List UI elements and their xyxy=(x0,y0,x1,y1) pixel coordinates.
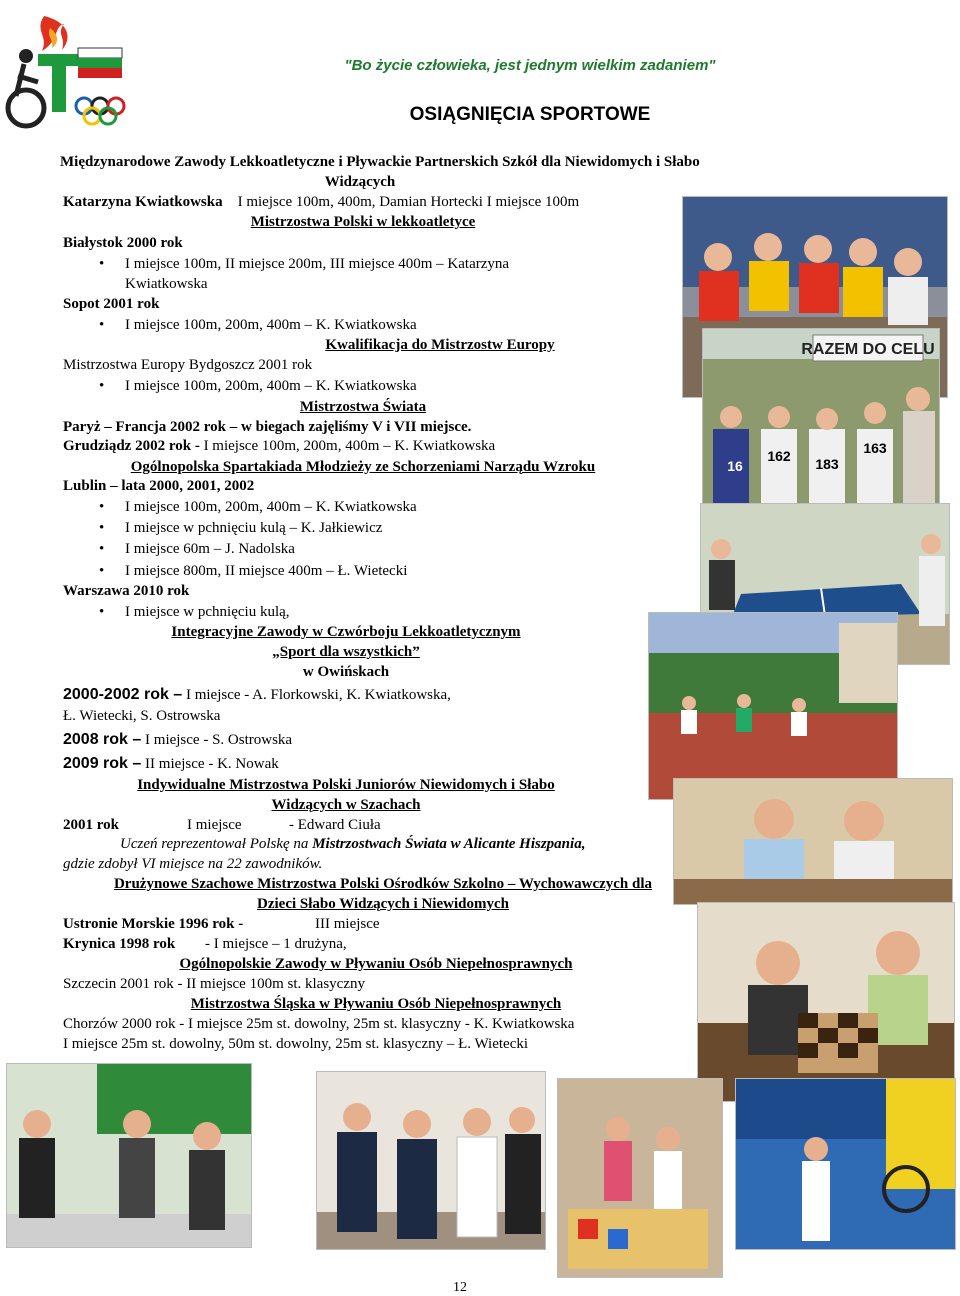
athlete-name: - Edward Ciuła xyxy=(289,817,381,833)
photo-chess-game xyxy=(697,902,955,1102)
event-location: Sopot 2001 rok xyxy=(63,296,160,312)
list-item: • I miejsce 60m – J. Nadolska xyxy=(125,539,295,559)
result-text: I miejsce 100m, 200m, 400m – K. Kwiatkowska xyxy=(199,438,496,454)
result-text: I miejsce - S. Ostrowska xyxy=(141,732,293,748)
event-location: Ustronie Morskie 1996 rok - xyxy=(63,916,244,932)
section-heading: w Owińskach xyxy=(302,664,390,680)
section-heading: Kwalifikacja do Mistrzostw Europy xyxy=(325,337,555,353)
section-heading: Dzieci Słabo Widzących i Niewidomych xyxy=(257,896,509,912)
list-item: • I miejsce 100m, 200m, 400m – K. Kwiatkowska xyxy=(125,315,417,335)
section-heading: Drużynowe Szachowe Mistrzostwa Polski Ośrodków Szkolno – Wychowawczych dla xyxy=(113,876,653,892)
result-line: I miejsce 25m st. dowolny, 50m st. dowolny, 25m st. klasyczny – Ł. Wietecki xyxy=(63,1036,529,1052)
list-item-continuation: Kwiatkowska xyxy=(125,276,208,292)
event-location: Mistrzostwa Europy Bydgoszcz 2001 rok xyxy=(63,357,313,373)
note-text: Uczeń reprezentował Polskę na xyxy=(120,836,313,852)
note-highlight: Mistrzostwach Świata w Alicante Hiszpania, xyxy=(312,836,586,852)
event-location: Warszawa 2010 rok xyxy=(63,583,190,599)
result-line xyxy=(63,914,380,934)
svg-text:162: 162 xyxy=(767,448,791,464)
list-item: • I miejsce w pchnięciu kulą – K. Jałkiewicz xyxy=(125,518,382,538)
result-line: Chorzów 2000 rok - I miejsce 25m st. dowolny, 25m st. klasyczny - K. Kwiatkowska xyxy=(63,1016,575,1032)
section-heading: Mistrzostwa Świata xyxy=(299,399,427,415)
heading-international-competition-2: Widzących xyxy=(324,174,396,190)
page-title: OSIĄGNIĘCIA SPORTOWE xyxy=(409,104,651,125)
section-heading: Mistrzostwa Śląska w Pływaniu Osób Niepełnosprawnych xyxy=(190,996,562,1012)
photo-sprint-race xyxy=(648,612,898,800)
result-line xyxy=(63,815,381,835)
place-text: I miejsce xyxy=(187,817,242,833)
result-line: Szczecin 2001 rok - II miejsce 100m st. klasyczny xyxy=(63,976,365,992)
page-number: 12 xyxy=(453,1280,467,1295)
place-text: - I miejsce – 1 drużyna, xyxy=(205,936,347,952)
event-location: Krynica 1998 rok xyxy=(63,936,176,952)
section-heading: Ogólnopolska Spartakiada Młodzieży ze Schorzeniami Narządu Wzroku xyxy=(130,459,596,475)
place-text: III miejsce xyxy=(315,916,380,932)
list-item: • I miejsce 800m, II miejsce 400m – Ł. Wietecki xyxy=(125,561,407,581)
result-text: I miejsce - A. Florkowski, K. Kwiatkowska, xyxy=(182,687,451,703)
list-item: • I miejsce 100m, 200m, 400m – K. Kwiatkowska xyxy=(125,376,417,396)
svg-text:183: 183 xyxy=(815,456,839,472)
list-item: • I miejsce 100m, 200m, 400m – K. Kwiatkowska xyxy=(125,497,417,517)
result-line-continuation: Ł. Wietecki, S. Ostrowska xyxy=(63,708,221,724)
photo-award-ceremony xyxy=(6,1063,252,1248)
svg-text:RAZEM DO CELU: RAZEM DO CELU xyxy=(801,341,935,358)
svg-text:16: 16 xyxy=(727,458,743,474)
year-label: 2009 rok – xyxy=(63,755,142,772)
photo-chess-medals xyxy=(673,778,953,905)
section-heading: Indywidualne Mistrzostwa Polski Juniorów Niewidomych i Słabo xyxy=(137,777,555,793)
result-line xyxy=(63,192,579,212)
result-line xyxy=(63,685,451,705)
photo-handshake xyxy=(316,1071,546,1250)
section-heading: Widzących w Szachach xyxy=(271,797,421,813)
list-item: • I miejsce 100m, II miejsce 200m, III miejsce 400m – Katarzyna xyxy=(125,254,509,274)
section-heading: „Sport dla wszystkich” xyxy=(272,644,420,660)
note-line: gdzie zdobył VI miejsce na 22 zawodników. xyxy=(63,856,323,872)
result-line xyxy=(63,754,279,774)
section-heading: Mistrzostwa Polski w lekkoatletyce xyxy=(250,214,476,230)
event-result: Paryż – Francja 2002 rok – w biegach zajęliśmy V i VII miejsce. xyxy=(63,419,472,435)
event-location: Lublin – lata 2000, 2001, 2002 xyxy=(63,478,255,494)
event-location: Białystok 2000 rok xyxy=(63,235,183,251)
result-line xyxy=(63,934,347,954)
note-line xyxy=(120,834,585,854)
section-heading: Integracyjne Zawody w Czwórboju Lekkoatletycznym xyxy=(171,624,521,640)
svg-text:163: 163 xyxy=(863,440,887,456)
year-label: 2008 rok – xyxy=(63,731,142,748)
section-heading: Ogólnopolskie Zawody w Pływaniu Osób Niepełnosprawnych xyxy=(179,956,573,972)
result-text: I miejsce 100m, 400m, Damian Hortecki I miejsce 100m xyxy=(237,194,580,210)
year-label: 2000-2002 rok – xyxy=(63,686,183,703)
list-item: • I miejsce w pchnięciu kulą, xyxy=(125,602,290,622)
year-label: 2001 rok xyxy=(63,817,119,833)
result-line xyxy=(63,730,292,750)
photo-exhibition xyxy=(557,1078,723,1278)
event-location: Grudziądz 2002 rok - xyxy=(63,438,200,454)
result-text: II miejsce - K. Nowak xyxy=(141,756,279,772)
athlete-name: Katarzyna Kwiatkowska xyxy=(63,194,223,210)
heading-international-competition-1: Międzynarodowe Zawody Lekkoatletyczne i Pływackie Partnerskich Szkół dla Niewidomych i Słabo xyxy=(60,154,700,170)
school-logo xyxy=(4,6,132,134)
motto: "Bo życie człowieka, jest jednym wielkim zadaniem" xyxy=(344,57,716,74)
event-result xyxy=(63,436,495,456)
photo-wheelchair-athletes xyxy=(735,1078,956,1250)
